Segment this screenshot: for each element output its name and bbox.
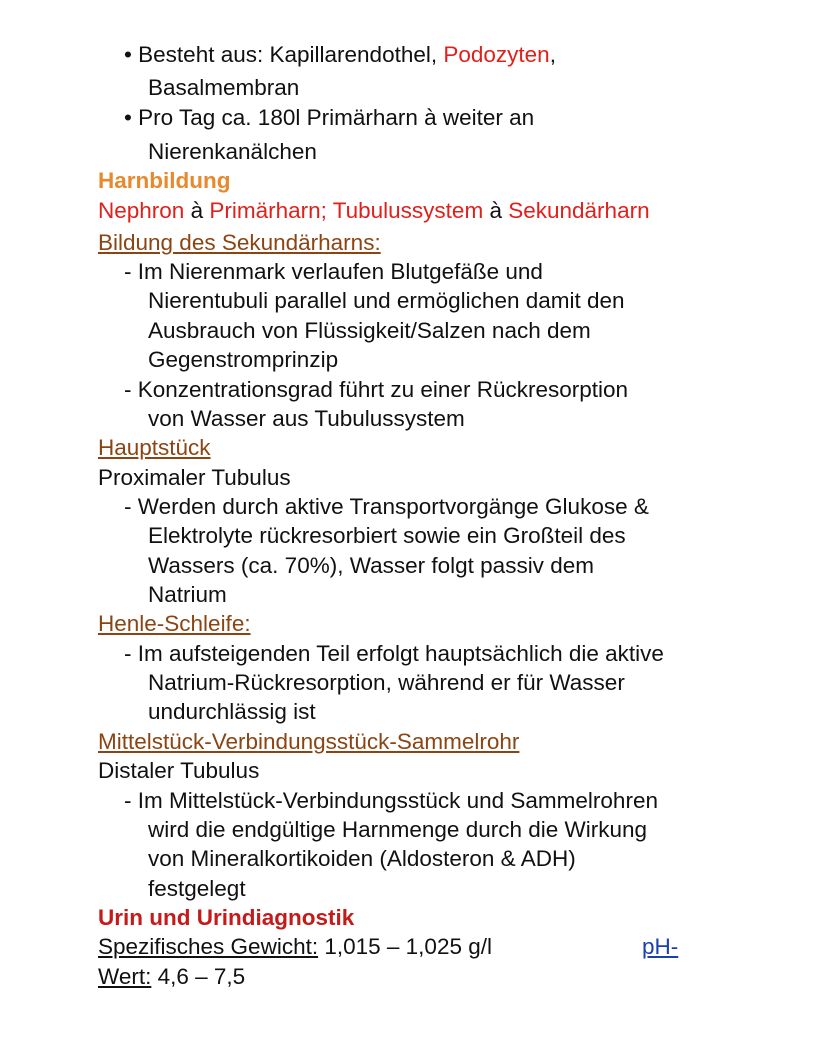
bullet-line (124, 42, 556, 68)
text-line: - Konzentrationsgrad führt zu einer Rückresorption (124, 377, 629, 402)
text: Besteht aus: Kapillarendothel, (138, 42, 444, 67)
text-line: - Werden durch aktive Transportvorgänge Glukose & (124, 494, 649, 519)
highlight-podozyten: Podozyten (443, 42, 550, 67)
text-line: Gegenstromprinzip (148, 347, 339, 372)
bullet: • (124, 42, 132, 67)
flow-line (98, 198, 650, 224)
text-line: Nierenkanälchen (148, 139, 317, 164)
text-line: Natrium (148, 582, 227, 607)
subheading-sekundaerharn: Bildung des Sekundärharns: (98, 230, 381, 255)
text-line: von Wasser aus Tubulussystem (148, 406, 465, 431)
bullet: • (124, 105, 132, 130)
text-line: Wassers (ca. 70%), Wasser folgt passiv dem (148, 553, 594, 578)
label-wert: Wert: (98, 964, 152, 989)
text-line: Elektrolyte rückresorbiert sowie ein Großteil des (148, 523, 626, 548)
value-spezifisches-gewicht: 1,015 – 1,025 g/l (318, 934, 492, 959)
text: Pro Tag ca. 180l Primärharn à weiter an (138, 105, 535, 130)
text-line: von Mineralkortikoiden (Aldosteron & ADH) (148, 846, 576, 871)
value-ph: 4,6 – 7,5 (151, 964, 246, 989)
term-nephron: Nephron (98, 198, 185, 223)
bullet-line (124, 105, 534, 131)
term-sekundaerharn: Sekundärharn (508, 198, 650, 223)
subheading-henle-schleife: Henle-Schleife: (98, 611, 251, 636)
section-heading-urin: Urin und Urindiagnostik (98, 905, 355, 930)
term-primaerharn: Primärharn; Tubulussystem (209, 198, 484, 223)
text-line: - Im Nierenmark verlaufen Blutgefäße und (124, 259, 543, 284)
text: , (549, 42, 556, 67)
text-line: festgelegt (148, 876, 246, 901)
text-line: undurchlässig ist (148, 699, 316, 724)
arrow: à (184, 198, 210, 223)
spec-gravity-line (98, 934, 492, 960)
text-line: Proximaler Tubulus (98, 465, 291, 490)
subheading-hauptstueck: Hauptstück (98, 435, 211, 460)
text-line: Natrium-Rückresorption, während er für Wasser (148, 670, 625, 695)
section-heading-harnbildung: Harnbildung (98, 168, 231, 193)
text-line: Basalmembran (148, 75, 300, 100)
text-line: - Im aufsteigenden Teil erfolgt hauptsächlich die aktive (124, 641, 664, 666)
label-spezifisches-gewicht: Spezifisches Gewicht: (98, 934, 319, 959)
text-line: Nierentubuli parallel und ermöglichen damit den (148, 288, 625, 313)
ph-value-line (98, 964, 245, 990)
text-line: wird die endgültige Harnmenge durch die Wirkung (148, 817, 648, 842)
ph-link: pH- (642, 934, 679, 959)
text-line: Distaler Tubulus (98, 758, 260, 783)
arrow: à (483, 198, 509, 223)
text-line: Ausbrauch von Flüssigkeit/Salzen nach dem (148, 318, 591, 343)
text-line: - Im Mittelstück-Verbindungsstück und Sammelrohren (124, 788, 658, 813)
subheading-mittelstueck: Mittelstück-Verbindungsstück-Sammelrohr (98, 729, 520, 754)
